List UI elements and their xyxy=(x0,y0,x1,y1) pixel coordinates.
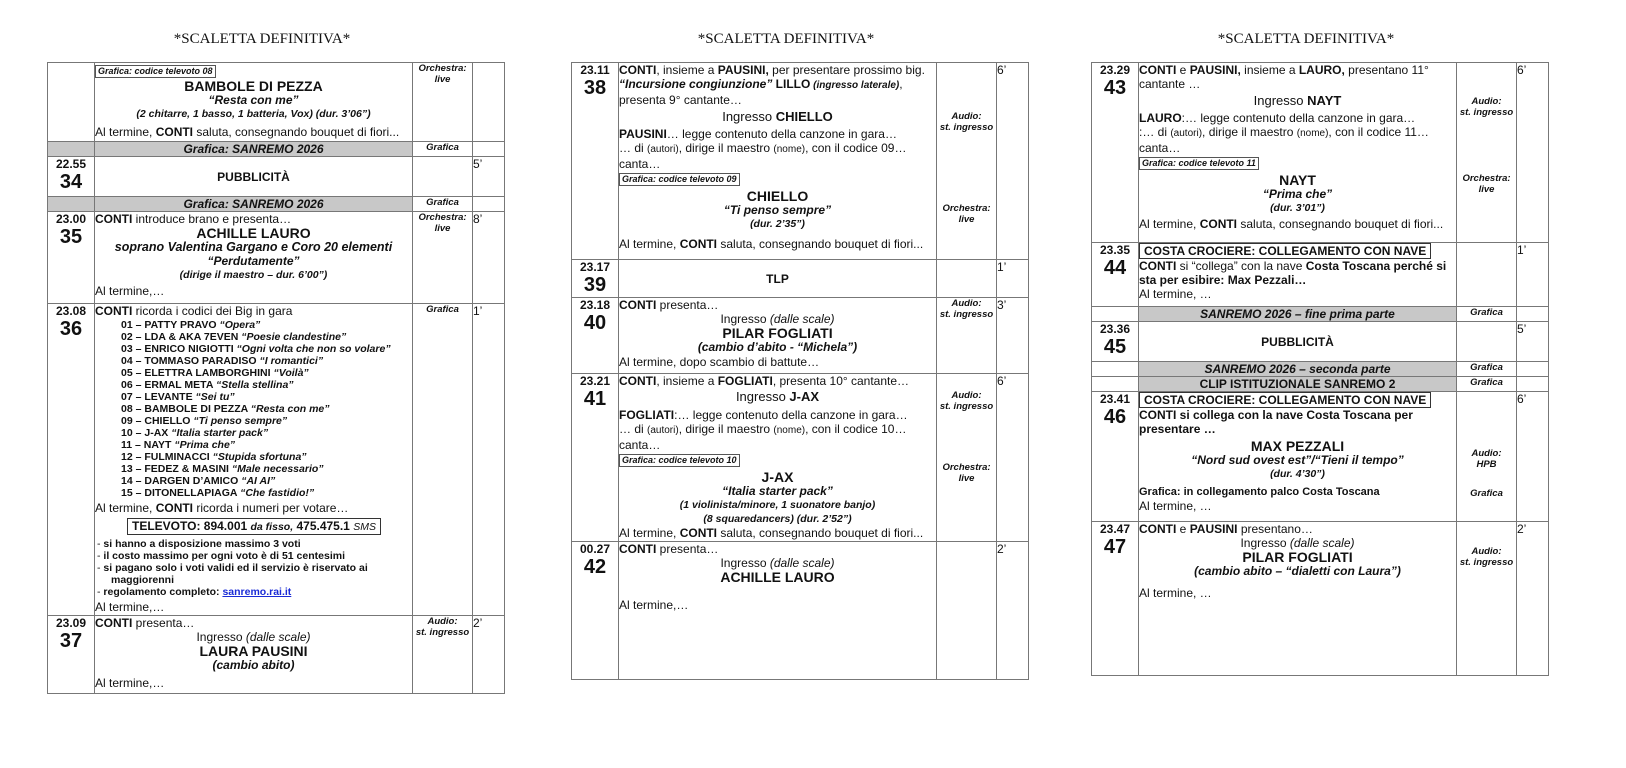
entry-line: Ingresso J-AX xyxy=(735,389,820,404)
entry-note: (cambio abito – “dialetti con Laura”) xyxy=(1194,564,1401,578)
slot-duration: 5’ xyxy=(1517,322,1549,362)
graphics-band: SANREMO 2026 – fine prima parte Grafica xyxy=(1092,307,1549,322)
slot-title: PUBBLICITÀ xyxy=(1139,322,1457,362)
entry-line: Ingresso (dalle scale) xyxy=(720,556,835,570)
slot-duration: 5’ xyxy=(473,157,505,197)
director-line: … di (autori), dirige il maestro (nome), con il codice 09… canta… xyxy=(619,141,907,171)
closing-line: Al termine, … xyxy=(1139,586,1212,600)
big-code-item: 08 – BAMBOLE DI PEZZA “Resta con me” xyxy=(121,403,330,415)
slot-number: 42 xyxy=(583,556,607,578)
closing-line: Al termine, … xyxy=(1139,499,1212,513)
intro-line: CONTI presenta… xyxy=(95,616,195,630)
slot-time: 23.00 xyxy=(55,212,87,226)
tech-note: Audio: HPB Grafica xyxy=(1457,392,1517,522)
intro-line: CONTI e PAUSINI presentano… xyxy=(1139,522,1313,536)
closing-line: Al termine, CONTI saluta, consegnando bouquet di fiori... xyxy=(619,237,924,251)
big-code-item: 03 – ENRICO NIGIOTTI “Ogni volta che non so volare” xyxy=(121,343,391,355)
intro-line: CONTI presenta… xyxy=(619,298,719,312)
closing-line: Al termine, CONTI saluta, consegnando bouquet di fiori... xyxy=(619,526,924,540)
graphics-band: Grafica: SANREMO 2026 Grafica xyxy=(48,197,505,212)
slot-duration: 2’ xyxy=(473,616,505,694)
slot-number: 36 xyxy=(59,318,83,340)
artist-name: ACHILLE LAURO xyxy=(196,225,311,241)
artist-name: PILAR FOGLIATI xyxy=(1242,549,1353,565)
graphic-tag: Grafica: codice televoto 08 xyxy=(95,65,216,78)
slot-number: 40 xyxy=(583,312,607,334)
artist-name: PILAR FOGLIATI xyxy=(722,325,833,341)
page-title-3: *SCALETTA DEFINITIVA* xyxy=(1217,31,1395,47)
schedule-row-47 xyxy=(1092,522,1549,676)
song-details: (2 chitarre, 1 basso, 1 batteria, Vox) (dur. 3’06”) xyxy=(136,108,371,120)
artist-name: BAMBOLE DI PEZZA xyxy=(184,78,323,94)
slot-title: PUBBLICITÀ xyxy=(95,157,413,197)
closing-line: Al termine, dopo scambio di battute… xyxy=(619,355,820,369)
slot-number: 45 xyxy=(1103,336,1127,358)
intro-line: CONTI, insieme a PAUSINI, per presentare prossimo big. “Incursione congiunzione” LILLO (ingresso laterale), presenta 9° cantante… xyxy=(619,63,925,107)
song-title: “Perdutamente” xyxy=(207,254,300,268)
schedule-row-36 xyxy=(48,304,505,616)
closing-line: Al termine,… xyxy=(95,676,165,690)
slot-time: 00.27 xyxy=(579,542,611,556)
song-details: (1 violinista/minore, 1 suonatore banjo) xyxy=(679,499,876,511)
slot-title: TLP xyxy=(619,260,937,298)
entry-line: Ingresso (dalle scale) xyxy=(1240,536,1355,550)
slot-number: 34 xyxy=(59,171,83,193)
schedule-row-46 xyxy=(1092,392,1549,522)
intro-line: CONTI, insieme a FOGLIATI, presenta 10° cantante… xyxy=(619,374,910,388)
song-details: (dur. 3’01”) xyxy=(1270,202,1325,214)
graphic-tag: Grafica: codice televoto 09 xyxy=(619,173,740,186)
graphics-band: SANREMO 2026 – seconda parte Grafica xyxy=(1092,362,1549,377)
schedule-row-44 xyxy=(1092,243,1549,307)
slot-time: 23.17 xyxy=(579,260,611,274)
slot-duration: 8’ xyxy=(473,212,505,304)
slot-duration: 6’ xyxy=(1517,63,1549,243)
tech-note: Audio: st. ingresso Orchestra: live xyxy=(937,63,997,260)
guest-line: soprano Valentina Gargano e Coro 20 elementi xyxy=(114,240,393,254)
read-line: LAURO:… legge contenuto della canzone in gara… xyxy=(1139,111,1416,125)
slot-number: 39 xyxy=(583,274,607,296)
big-code-item: 09 – CHIELLO “Ti penso sempre” xyxy=(121,415,288,427)
big-code-item: 10 – J-AX “Italia starter pack” xyxy=(121,427,269,439)
slot-number: 41 xyxy=(583,388,607,410)
song-details: (8 squaredancers) (dur. 2’52”) xyxy=(703,513,852,525)
televoto-box: TELEVOTO: 894.001 da fisso, 475.475.1 SMS xyxy=(127,518,381,535)
song-details: (dur. 2’35”) xyxy=(750,218,805,230)
entry-line: Ingresso (dalle scale) xyxy=(720,312,835,326)
tech-note: Audio: st. ingresso xyxy=(413,616,473,694)
slot-number: 37 xyxy=(59,630,83,652)
closing-line: Al termine, CONTI saluta, consegnando bouquet di fiori... xyxy=(95,125,400,139)
graphic-tag: Grafica: codice televoto 10 xyxy=(619,454,740,467)
artist-name: J-AX xyxy=(761,469,794,485)
slot-duration: 6’ xyxy=(1517,392,1549,522)
link-box: COSTA CROCIERE: COLLEGAMENTO CON NAVE xyxy=(1139,392,1431,408)
artist-name: LAURA PAUSINI xyxy=(199,643,308,659)
song-title: “Nord sud ovest est”/“Tieni il tempo” xyxy=(1191,453,1404,467)
closing-line: Al termine, … xyxy=(1139,287,1212,301)
tech-note: Orchestra: live xyxy=(413,212,473,304)
director-line: :… di (autori), dirige il maestro (nome), con il codice 11… canta… xyxy=(1139,125,1429,155)
big-code-item: 06 – ERMAL META “Stella stellina” xyxy=(121,379,294,391)
schedule-row-39 xyxy=(572,260,1029,298)
slot-number: 35 xyxy=(59,226,83,248)
slot-duration: 1’ xyxy=(473,304,505,616)
entry-note: (cambio d’abito - “Michela”) xyxy=(697,340,858,354)
slot-duration: 2’ xyxy=(997,542,1029,680)
read-line: FOGLIATI:… legge contenuto della canzone in gara… xyxy=(619,408,908,422)
slot-time: 23.41 xyxy=(1099,392,1131,406)
song-title: “Ti penso sempre” xyxy=(723,203,832,217)
entry-line: Ingresso NAYT xyxy=(1253,93,1342,108)
link-box: COSTA CROCIERE: COLLEGAMENTO CON NAVE xyxy=(1139,243,1431,259)
graphic-tag: Grafica: codice televoto 11 xyxy=(1139,157,1259,170)
slot-time: 23.21 xyxy=(579,374,611,388)
tech-note: Audio: st. ingresso xyxy=(1457,522,1517,676)
slot-duration: 6’ xyxy=(997,63,1029,260)
song-details: (dur. 4’30”) xyxy=(1270,468,1325,480)
graphics-band: CLIP ISTITUZIONALE SANREMO 2 Grafica xyxy=(1092,377,1549,392)
vote-numbers-line: Al termine, CONTI ricorda i numeri per votare… xyxy=(95,501,349,515)
intro-line: CONTI si collega con la nave Costa Toscana per presentare … xyxy=(1139,408,1413,436)
big-code-item: 11 – NAYT “Prima che” xyxy=(121,439,236,451)
schedule-row-43 xyxy=(1092,63,1549,243)
big-code-item: 13 – FEDEZ & MASINI “Male necessario” xyxy=(121,463,324,475)
entry-line: Ingresso CHIELLO xyxy=(722,109,833,124)
intro-line: CONTI e PAUSINI, insieme a LAURO, presentano 11° cantante … xyxy=(1139,63,1429,91)
entry-line: Ingresso (dalle scale) xyxy=(196,630,311,644)
schedule-row-40 xyxy=(572,298,1029,374)
song-title: “Prima che” xyxy=(1262,187,1333,201)
slot-time: 23.08 xyxy=(55,304,87,318)
slot-time: 22.55 xyxy=(55,157,87,171)
slot-duration: 1’ xyxy=(997,260,1029,298)
closing-line: Al termine, CONTI saluta, consegnando bouquet di fiori... xyxy=(1139,217,1444,231)
slot-duration: 6’ xyxy=(997,374,1029,542)
big-code-item: 05 – ELETTRA LAMBORGHINI “Voilà” xyxy=(121,367,309,379)
slot-time: 23.36 xyxy=(1099,322,1131,336)
slot-number: 38 xyxy=(583,77,607,99)
song-details: (dirige il maestro – dur. 6’00”) xyxy=(179,269,328,281)
song-title: “Resta con me” xyxy=(208,93,299,107)
song-title: “Italia starter pack” xyxy=(722,484,833,498)
schedule-row-37 xyxy=(48,616,505,694)
graphics-band: Grafica: SANREMO 2026 Grafica xyxy=(48,142,505,157)
big-code-item: 07 – LEVANTE “Sei tu” xyxy=(121,391,235,403)
slot-number: 47 xyxy=(1103,536,1127,558)
schedule-table-3 xyxy=(1091,62,1549,676)
page-title-1: *SCALETTA DEFINITIVA* xyxy=(173,31,351,47)
read-line: PAUSINI… legge contenuto della canzone in gara… xyxy=(619,127,897,141)
intro-line: CONTI presenta… xyxy=(619,542,719,556)
tech-note: Audio: st. ingresso Orchestra: live xyxy=(1457,63,1517,243)
closing-line: Al termine,… xyxy=(95,600,165,614)
schedule-table-2 xyxy=(571,62,1029,680)
schedule-row-34 xyxy=(48,157,505,197)
schedule-row-38 xyxy=(572,63,1029,260)
big-code-item: 14 – DARGEN D’AMICO “AI AI” xyxy=(121,475,276,487)
intro-line: CONTI si “collega” con la nave Costa Toscana perché si sta per esibire: Max Pezzali… xyxy=(1139,259,1447,287)
slot-number: 43 xyxy=(1103,77,1127,99)
schedule-row-41 xyxy=(572,374,1029,542)
slot-time: 23.09 xyxy=(55,616,87,630)
slot-time: 23.11 xyxy=(580,63,610,77)
slot-time: 23.47 xyxy=(1099,522,1131,536)
intro-line: CONTI ricorda i codici dei Big in gara xyxy=(95,304,293,318)
closing-line: Al termine,… xyxy=(95,284,165,298)
schedule-table-1 xyxy=(47,62,505,694)
tech-note: Audio: st. ingresso xyxy=(937,298,997,374)
big-code-item: 12 – FULMINACCI “Stupida sfortuna” xyxy=(121,451,307,463)
slot-time: 23.29 xyxy=(1099,63,1131,77)
slot-number: 44 xyxy=(1103,257,1127,279)
schedule-row-45 xyxy=(1092,322,1549,362)
slot-time: 23.35 xyxy=(1099,243,1131,257)
slot-duration: 1’ xyxy=(1517,243,1549,307)
artist-name: NAYT xyxy=(1279,172,1316,188)
schedule-row-35 xyxy=(48,212,505,304)
tech-note: Grafica xyxy=(413,304,473,616)
regulation-link[interactable]: sanremo.rai.it xyxy=(222,586,292,598)
big-code-item: 02 – LDA & AKA 7EVEN “Poesie clandestine” xyxy=(121,331,347,343)
slot-number: 46 xyxy=(1103,406,1127,428)
schedule-row-42 xyxy=(572,542,1029,680)
big-code-item: 01 – PATTY PRAVO “Opera” xyxy=(121,319,261,331)
slot-duration: 3’ xyxy=(997,298,1029,374)
director-line: … di (autori), dirige il maestro (nome), con il codice 10… canta… xyxy=(619,422,907,452)
big-code-item: 15 – DITONELLAPIAGA “Che fastidio!” xyxy=(121,487,315,499)
slot-time: 23.18 xyxy=(579,298,611,312)
intro-line: CONTI introduce brano e presenta… xyxy=(95,212,292,226)
big-code-item: 04 – TOMMASO PARADISO “I romantici” xyxy=(121,355,324,367)
schedule-row-intro xyxy=(48,63,505,142)
closing-line: Al termine,… xyxy=(619,598,689,612)
page-title-2: *SCALETTA DEFINITIVA* xyxy=(697,31,875,47)
tech-note: Orchestra: live xyxy=(413,63,473,142)
tech-note: Audio: st. ingresso Orchestra: live xyxy=(937,374,997,542)
graphic-note: Grafica: in collegamento palco Costa Toscana xyxy=(1139,486,1380,498)
vote-rules: - si hanno a disposizione massimo 3 voti - il costo massimo per ogni voto è di 51 centesimi - si pagano solo i voti validi ed il servizio è riservato ai maggiorenni - regolamento completo: sanremo.rai.it xyxy=(95,538,412,598)
entry-note: (cambio abito) xyxy=(212,658,295,672)
slot-duration: 2’ xyxy=(1517,522,1549,676)
big-codes-list xyxy=(121,319,412,499)
artist-name: MAX PEZZALI xyxy=(1250,438,1345,454)
artist-name: CHIELLO xyxy=(746,188,809,204)
artist-name: ACHILLE LAURO xyxy=(720,569,835,585)
